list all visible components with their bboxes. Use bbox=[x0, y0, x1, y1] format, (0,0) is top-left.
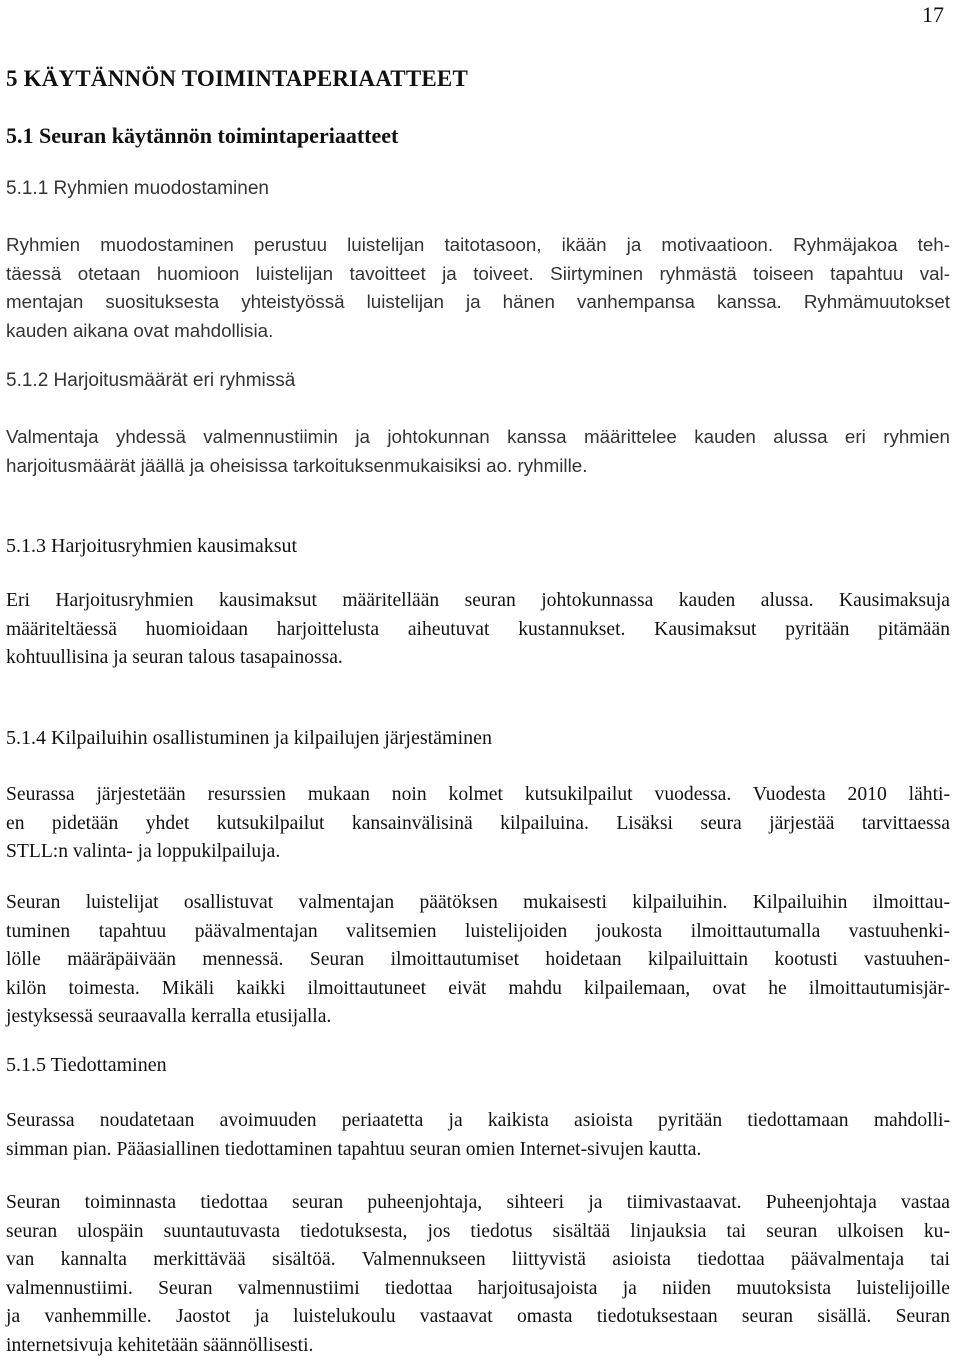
section-title-5-1-5: 5.1.5 Tiedottaminen bbox=[6, 1054, 167, 1076]
section-title-5-1-4: 5.1.4 Kilpailuihin osallistuminen ja kilpailujen järjestäminen bbox=[6, 727, 493, 749]
section-title-5-1-3: 5.1.3 Harjoitusryhmien kausimaksut bbox=[6, 535, 298, 557]
text-line: jestyksessä seuraavalla kerralla etusijalla. bbox=[6, 1006, 332, 1028]
text-line: ja vanhemmille. Jaostot ja luistelukoulu vastaavat omasta tiedotuksestaan seuran sisällä. Seuran bbox=[6, 1306, 950, 1328]
text-line: Seuran toiminnasta tiedottaa seuran puheenjohtaja, sihteeri ja tiimivastaavat. Puheenjohtaja vastaa bbox=[6, 1192, 950, 1213]
paragraph bbox=[6, 231, 950, 345]
text-line: seuran ulospäin suuntautuvasta tiedotuksesta, jos tiedotus sisältää linjauksia tai seuran ulkoisen ku- bbox=[6, 1220, 950, 1242]
paragraph bbox=[6, 587, 950, 673]
chapter-heading: 5 KÄYTÄNNÖN TOIMINTAPERIAATTEET bbox=[6, 66, 469, 91]
text-line: tuminen tapahtuu päävalmentajan valitsemien luistelijoiden joukosta ilmoittautumalla vastuuhenki- bbox=[6, 920, 950, 942]
text-line: lölle määräpäivään mennessä. Seuran ilmoittautumiset hoidetaan kilpailuittain kootusti vastuuhen- bbox=[6, 949, 950, 971]
text-line: valmennustiimi. Seuran valmennustiimi tiedottaa harjoitusajoista ja niiden muutoksista luistelijoille bbox=[6, 1277, 950, 1299]
text-line: mentajan suosituksesta yhteistyössä luistelijan ja hänen vanhempansa kanssa. Ryhmämuutokset bbox=[6, 291, 950, 313]
text-line: määriteltäessä huomioidaan harjoittelusta aiheutuvat kustannukset. Kausimaksut pyritään pitämään bbox=[6, 618, 950, 640]
text-line: kilön toimesta. Mikäli kaikki ilmoittautuneet eivät mahdu kilpailemaan, ovat he ilmoittautumisjär- bbox=[6, 977, 950, 999]
text-line: täessä otetaan huomioon luistelijan tavoitteet ja toiveet. Siirtyminen ryhmästä toiseen tapahtuu val- bbox=[6, 262, 950, 284]
text-line: Seurassa järjestetään resurssien mukaan noin kolmet kutsukilpailut vuodessa. Vuodesta 2010 lähti- bbox=[6, 784, 950, 805]
text-line: simman pian. Pääasiallinen tiedottaminen tapahtuu seuran omien Internet-sivujen kautta. bbox=[6, 1138, 702, 1160]
paragraph bbox=[6, 1189, 950, 1361]
text-line: en pidetään yhdet kutsukilpailut kansainvälisinä kilpailuina. Lisäksi seura järjestää tarvittaessa bbox=[6, 812, 950, 834]
text-line: STLL:n valinta- ja loppukilpailuja. bbox=[6, 841, 281, 863]
text-line: internetsivuja kehitetään säännöllisesti. bbox=[6, 1334, 314, 1356]
text-line: Valmentaja yhdessä valmennustiimin ja johtokunnan kanssa määrittelee kauden alussa eri ryhmien bbox=[6, 426, 950, 447]
text-line: Seurassa noudatetaan avoimuuden periaatetta ja kaikista asioista pyritään tiedottamaan mahdolli- bbox=[6, 1110, 950, 1131]
paragraph bbox=[6, 889, 950, 1032]
section-title-5-1-1: 5.1.1 Ryhmien muodostaminen bbox=[6, 178, 269, 199]
paragraph bbox=[6, 1107, 950, 1164]
section-title-5-1-2: 5.1.2 Harjoitusmäärät eri ryhmissä bbox=[6, 370, 296, 391]
text-line: Eri Harjoitusryhmien kausimaksut määritellään seuran johtokunnassa kauden alussa. Kausimaksuja bbox=[6, 590, 950, 611]
text-line: Seuran luistelijat osallistuvat valmentajan päätöksen mukaisesti kilpailuihin. Kilpailuihin ilmoittau- bbox=[6, 892, 950, 913]
paragraph bbox=[6, 423, 950, 480]
section-heading: 5.1 Seuran käytännön toimintaperiaatteet bbox=[6, 123, 399, 148]
text-line: kohtuullisina ja seuran talous tasapainossa. bbox=[6, 647, 343, 669]
paragraph bbox=[6, 781, 950, 867]
text-line: Ryhmien muodostaminen perustuu luistelijan taitotasoon, ikään ja motivaatioon. Ryhmäjakoa teh- bbox=[6, 234, 950, 255]
text-line: kauden aikana ovat mahdollisia. bbox=[6, 319, 274, 341]
page-number: 17 bbox=[922, 2, 944, 27]
text-line: van kannalta merkittävää sisältöä. Valmennukseen liittyvistä asioista tiedottaa päävalmentaja tai bbox=[6, 1249, 950, 1271]
text-line: harjoitusmäärät jäällä ja oheisissa tarkoituksenmukaisiksi ao. ryhmille. bbox=[6, 454, 588, 476]
